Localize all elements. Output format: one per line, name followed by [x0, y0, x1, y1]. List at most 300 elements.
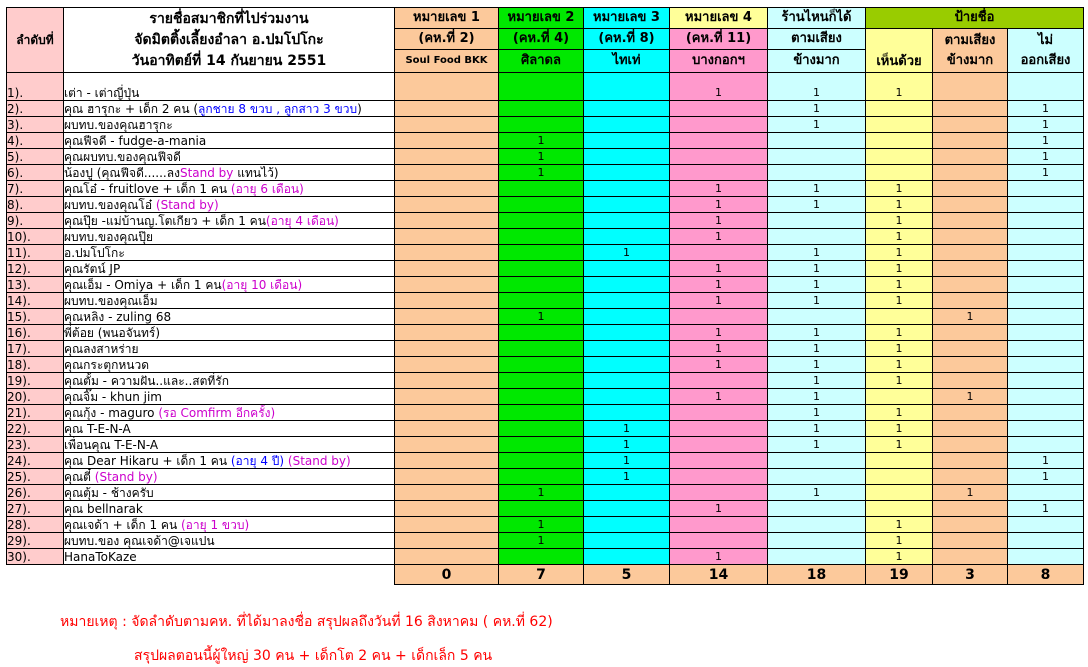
vote-cell-venue1[interactable]: [395, 229, 499, 245]
header-venue4-line3[interactable]: บางกอกฯ: [670, 50, 768, 73]
vote-cell-venue1[interactable]: [395, 101, 499, 117]
vote-cell-venue3[interactable]: [584, 165, 670, 181]
vote-cell-tag-agree[interactable]: 1: [866, 357, 933, 373]
vote-cell-venue1[interactable]: [395, 469, 499, 485]
vote-cell-anywhere[interactable]: [768, 533, 866, 549]
row-number[interactable]: 25).: [7, 469, 64, 485]
vote-cell-tag-abstain[interactable]: [1008, 197, 1084, 213]
row-number[interactable]: 17).: [7, 341, 64, 357]
vote-cell-tag-majority[interactable]: [933, 245, 1008, 261]
header-tag-agree[interactable]: เห็นด้วย: [866, 29, 933, 73]
vote-cell-anywhere[interactable]: [768, 469, 866, 485]
header-venue4-line1[interactable]: หมายเลข 4: [670, 8, 768, 29]
vote-cell-tag-majority[interactable]: [933, 549, 1008, 565]
vote-cell-venue3[interactable]: [584, 213, 670, 229]
vote-cell-venue4[interactable]: [670, 437, 768, 453]
vote-cell-tag-agree[interactable]: 1: [866, 293, 933, 309]
vote-cell-venue2[interactable]: [499, 117, 584, 133]
vote-cell-venue1[interactable]: [395, 421, 499, 437]
vote-cell-tag-abstain[interactable]: [1008, 293, 1084, 309]
vote-cell-tag-majority[interactable]: [933, 437, 1008, 453]
vote-cell-venue3[interactable]: [584, 549, 670, 565]
vote-cell-tag-agree[interactable]: 1: [866, 533, 933, 549]
vote-cell-venue3[interactable]: [584, 133, 670, 149]
vote-cell-venue2[interactable]: [499, 405, 584, 421]
vote-cell-venue3[interactable]: 1: [584, 421, 670, 437]
vote-cell-tag-agree[interactable]: [866, 501, 933, 517]
vote-cell-venue4[interactable]: [670, 469, 768, 485]
vote-cell-tag-agree[interactable]: 1: [866, 229, 933, 245]
vote-cell-venue1[interactable]: [395, 405, 499, 421]
vote-cell-tag-abstain[interactable]: 1: [1008, 501, 1084, 517]
vote-cell-venue2[interactable]: 1: [499, 309, 584, 325]
vote-cell-tag-majority[interactable]: 1: [933, 389, 1008, 405]
vote-cell-venue2[interactable]: [499, 261, 584, 277]
vote-cell-venue3[interactable]: [584, 73, 670, 101]
row-number[interactable]: 19).: [7, 373, 64, 389]
vote-cell-venue4[interactable]: 1: [670, 73, 768, 101]
vote-cell-tag-majority[interactable]: [933, 261, 1008, 277]
vote-cell-tag-agree[interactable]: [866, 389, 933, 405]
vote-cell-venue4[interactable]: [670, 245, 768, 261]
vote-cell-venue1[interactable]: [395, 389, 499, 405]
vote-cell-venue4[interactable]: [670, 533, 768, 549]
vote-cell-anywhere[interactable]: 1: [768, 293, 866, 309]
member-name[interactable]: [64, 181, 395, 197]
member-name[interactable]: [64, 405, 395, 421]
vote-cell-venue1[interactable]: [395, 213, 499, 229]
vote-cell-venue2[interactable]: [499, 181, 584, 197]
vote-cell-tag-agree[interactable]: [866, 485, 933, 501]
total-venue2[interactable]: 7: [499, 565, 584, 585]
vote-cell-venue2[interactable]: 1: [499, 133, 584, 149]
vote-cell-venue4[interactable]: [670, 373, 768, 389]
vote-cell-tag-majority[interactable]: [933, 117, 1008, 133]
vote-cell-venue1[interactable]: [395, 165, 499, 181]
member-name[interactable]: [64, 341, 395, 357]
vote-cell-tag-agree[interactable]: 1: [866, 549, 933, 565]
vote-cell-tag-majority[interactable]: [933, 277, 1008, 293]
vote-cell-anywhere[interactable]: 1: [768, 181, 866, 197]
vote-cell-venue3[interactable]: 1: [584, 453, 670, 469]
row-number[interactable]: 5).: [7, 149, 64, 165]
vote-cell-venue4[interactable]: 1: [670, 389, 768, 405]
vote-cell-tag-agree[interactable]: 1: [866, 341, 933, 357]
header-venue3-line1[interactable]: หมายเลข 3: [584, 8, 670, 29]
vote-cell-venue3[interactable]: 1: [584, 469, 670, 485]
row-number[interactable]: 2).: [7, 101, 64, 117]
vote-cell-venue4[interactable]: [670, 165, 768, 181]
member-name[interactable]: [64, 437, 395, 453]
vote-cell-venue4[interactable]: 1: [670, 213, 768, 229]
vote-cell-anywhere[interactable]: [768, 165, 866, 181]
row-number[interactable]: 10).: [7, 229, 64, 245]
vote-cell-venue1[interactable]: [395, 73, 499, 101]
vote-cell-tag-abstain[interactable]: [1008, 341, 1084, 357]
member-name[interactable]: [64, 133, 395, 149]
vote-cell-tag-majority[interactable]: [933, 197, 1008, 213]
vote-cell-venue1[interactable]: [395, 325, 499, 341]
vote-cell-venue2[interactable]: [499, 469, 584, 485]
vote-cell-venue1[interactable]: [395, 261, 499, 277]
vote-cell-venue1[interactable]: [395, 373, 499, 389]
vote-cell-tag-majority[interactable]: [933, 325, 1008, 341]
vote-cell-venue1[interactable]: [395, 309, 499, 325]
vote-cell-venue3[interactable]: 1: [584, 437, 670, 453]
vote-cell-anywhere[interactable]: [768, 309, 866, 325]
vote-cell-venue2[interactable]: [499, 293, 584, 309]
vote-cell-tag-agree[interactable]: 1: [866, 421, 933, 437]
vote-cell-tag-abstain[interactable]: [1008, 229, 1084, 245]
vote-cell-tag-abstain[interactable]: [1008, 421, 1084, 437]
vote-cell-venue2[interactable]: [499, 197, 584, 213]
vote-cell-venue2[interactable]: 1: [499, 165, 584, 181]
vote-cell-tag-agree[interactable]: [866, 453, 933, 469]
member-name[interactable]: [64, 325, 395, 341]
member-name[interactable]: [64, 533, 395, 549]
vote-cell-venue2[interactable]: [499, 229, 584, 245]
vote-cell-venue1[interactable]: [395, 341, 499, 357]
vote-cell-venue3[interactable]: [584, 277, 670, 293]
vote-cell-anywhere[interactable]: 1: [768, 73, 866, 101]
vote-cell-anywhere[interactable]: [768, 229, 866, 245]
vote-cell-venue2[interactable]: [499, 453, 584, 469]
vote-cell-tag-agree[interactable]: 1: [866, 213, 933, 229]
vote-cell-tag-agree[interactable]: 1: [866, 181, 933, 197]
header-order[interactable]: ลำดับที่: [7, 8, 64, 73]
vote-cell-tag-agree[interactable]: 1: [866, 325, 933, 341]
vote-cell-anywhere[interactable]: 1: [768, 325, 866, 341]
row-number[interactable]: 4).: [7, 133, 64, 149]
header-tag-majority[interactable]: [933, 29, 1008, 73]
vote-cell-tag-agree[interactable]: [866, 117, 933, 133]
row-number[interactable]: 26).: [7, 485, 64, 501]
member-name[interactable]: [64, 149, 395, 165]
vote-cell-anywhere[interactable]: 1: [768, 357, 866, 373]
vote-cell-venue3[interactable]: [584, 293, 670, 309]
vote-cell-anywhere[interactable]: 1: [768, 277, 866, 293]
vote-cell-tag-agree[interactable]: 1: [866, 73, 933, 101]
vote-cell-venue2[interactable]: 1: [499, 517, 584, 533]
vote-cell-anywhere[interactable]: 1: [768, 421, 866, 437]
vote-cell-tag-abstain[interactable]: [1008, 73, 1084, 101]
vote-cell-tag-abstain[interactable]: [1008, 549, 1084, 565]
member-name[interactable]: [64, 245, 395, 261]
row-number[interactable]: 11).: [7, 245, 64, 261]
total-venue4[interactable]: 14: [670, 565, 768, 585]
vote-cell-venue3[interactable]: [584, 517, 670, 533]
row-number[interactable]: 30).: [7, 549, 64, 565]
vote-cell-venue3[interactable]: [584, 261, 670, 277]
vote-cell-tag-agree[interactable]: [866, 149, 933, 165]
vote-cell-tag-agree[interactable]: [866, 101, 933, 117]
vote-cell-venue1[interactable]: [395, 549, 499, 565]
vote-cell-tag-majority[interactable]: [933, 357, 1008, 373]
vote-cell-venue4[interactable]: [670, 309, 768, 325]
vote-cell-venue2[interactable]: [499, 341, 584, 357]
vote-cell-tag-majority[interactable]: [933, 421, 1008, 437]
row-number[interactable]: 16).: [7, 325, 64, 341]
vote-cell-venue4[interactable]: 1: [670, 229, 768, 245]
vote-cell-anywhere[interactable]: 1: [768, 261, 866, 277]
vote-cell-anywhere[interactable]: 1: [768, 117, 866, 133]
vote-cell-tag-agree[interactable]: 1: [866, 245, 933, 261]
member-name[interactable]: [64, 357, 395, 373]
vote-cell-venue1[interactable]: [395, 517, 499, 533]
vote-cell-tag-agree[interactable]: 1: [866, 261, 933, 277]
row-number[interactable]: 24).: [7, 453, 64, 469]
vote-cell-tag-majority[interactable]: [933, 133, 1008, 149]
vote-cell-tag-majority[interactable]: [933, 469, 1008, 485]
vote-cell-tag-abstain[interactable]: [1008, 437, 1084, 453]
vote-cell-venue4[interactable]: [670, 405, 768, 421]
vote-cell-tag-majority[interactable]: [933, 293, 1008, 309]
row-number[interactable]: 14).: [7, 293, 64, 309]
vote-cell-anywhere[interactable]: [768, 549, 866, 565]
vote-cell-tag-abstain[interactable]: 1: [1008, 469, 1084, 485]
vote-cell-tag-agree[interactable]: [866, 469, 933, 485]
total-anywhere[interactable]: 18: [768, 565, 866, 585]
vote-cell-venue4[interactable]: 1: [670, 261, 768, 277]
vote-cell-tag-majority[interactable]: [933, 373, 1008, 389]
vote-cell-venue3[interactable]: [584, 325, 670, 341]
vote-cell-anywhere[interactable]: 1: [768, 373, 866, 389]
vote-cell-tag-abstain[interactable]: 1: [1008, 453, 1084, 469]
vote-cell-tag-agree[interactable]: 1: [866, 405, 933, 421]
vote-cell-tag-agree[interactable]: 1: [866, 517, 933, 533]
total-tag-abstain[interactable]: 8: [1008, 565, 1084, 585]
header-title[interactable]: [64, 8, 395, 73]
vote-cell-tag-majority[interactable]: [933, 341, 1008, 357]
vote-cell-tag-abstain[interactable]: 1: [1008, 101, 1084, 117]
header-venue3-line3[interactable]: ไทเท่: [584, 50, 670, 73]
vote-cell-venue3[interactable]: [584, 501, 670, 517]
member-name[interactable]: [64, 549, 395, 565]
vote-cell-venue2[interactable]: [499, 101, 584, 117]
vote-cell-tag-abstain[interactable]: [1008, 213, 1084, 229]
vote-cell-tag-agree[interactable]: 1: [866, 373, 933, 389]
vote-cell-anywhere[interactable]: 1: [768, 405, 866, 421]
member-name[interactable]: [64, 389, 395, 405]
vote-cell-tag-majority[interactable]: [933, 453, 1008, 469]
vote-cell-tag-abstain[interactable]: 1: [1008, 133, 1084, 149]
vote-cell-venue4[interactable]: 1: [670, 181, 768, 197]
row-number[interactable]: 29).: [7, 533, 64, 549]
vote-cell-tag-agree[interactable]: [866, 133, 933, 149]
vote-cell-tag-majority[interactable]: [933, 149, 1008, 165]
vote-cell-tag-abstain[interactable]: [1008, 357, 1084, 373]
vote-cell-venue1[interactable]: [395, 437, 499, 453]
vote-cell-venue4[interactable]: 1: [670, 293, 768, 309]
row-number[interactable]: 28).: [7, 517, 64, 533]
vote-cell-venue3[interactable]: [584, 389, 670, 405]
vote-cell-venue4[interactable]: [670, 485, 768, 501]
vote-cell-venue2[interactable]: [499, 325, 584, 341]
vote-cell-venue2[interactable]: [499, 73, 584, 101]
member-name[interactable]: [64, 261, 395, 277]
vote-cell-venue3[interactable]: [584, 357, 670, 373]
header-venue2-line1[interactable]: หมายเลข 2: [499, 8, 584, 29]
vote-cell-venue1[interactable]: [395, 277, 499, 293]
total-venue3[interactable]: 5: [584, 565, 670, 585]
vote-cell-venue3[interactable]: [584, 149, 670, 165]
vote-cell-venue4[interactable]: [670, 149, 768, 165]
vote-cell-venue2[interactable]: [499, 389, 584, 405]
vote-cell-venue3[interactable]: 1: [584, 245, 670, 261]
vote-cell-venue1[interactable]: [395, 501, 499, 517]
vote-cell-venue3[interactable]: [584, 101, 670, 117]
row-number[interactable]: 7).: [7, 181, 64, 197]
row-number[interactable]: 27).: [7, 501, 64, 517]
vote-cell-tag-abstain[interactable]: 1: [1008, 165, 1084, 181]
row-number[interactable]: 21).: [7, 405, 64, 421]
vote-cell-tag-abstain[interactable]: [1008, 277, 1084, 293]
member-name[interactable]: [64, 73, 395, 101]
vote-cell-venue4[interactable]: 1: [670, 501, 768, 517]
vote-cell-venue2[interactable]: [499, 245, 584, 261]
vote-cell-tag-majority[interactable]: [933, 213, 1008, 229]
vote-cell-venue4[interactable]: [670, 133, 768, 149]
vote-cell-venue2[interactable]: 1: [499, 485, 584, 501]
vote-cell-tag-majority[interactable]: [933, 533, 1008, 549]
vote-cell-tag-abstain[interactable]: [1008, 485, 1084, 501]
vote-cell-venue1[interactable]: [395, 149, 499, 165]
vote-cell-anywhere[interactable]: [768, 501, 866, 517]
vote-cell-tag-majority[interactable]: [933, 165, 1008, 181]
header-venue3-line2[interactable]: (คห.ที่ 8): [584, 29, 670, 50]
vote-cell-venue2[interactable]: [499, 277, 584, 293]
vote-cell-venue2[interactable]: [499, 501, 584, 517]
row-number[interactable]: 20).: [7, 389, 64, 405]
vote-cell-anywhere[interactable]: 1: [768, 437, 866, 453]
row-number[interactable]: 15).: [7, 309, 64, 325]
vote-cell-venue3[interactable]: [584, 197, 670, 213]
vote-cell-tag-abstain[interactable]: [1008, 181, 1084, 197]
vote-cell-anywhere[interactable]: 1: [768, 245, 866, 261]
member-name[interactable]: [64, 165, 395, 181]
vote-cell-venue2[interactable]: 1: [499, 149, 584, 165]
member-name[interactable]: [64, 469, 395, 485]
vote-cell-anywhere[interactable]: 1: [768, 197, 866, 213]
vote-cell-venue4[interactable]: 1: [670, 325, 768, 341]
member-name[interactable]: [64, 517, 395, 533]
vote-cell-tag-majority[interactable]: [933, 229, 1008, 245]
vote-cell-venue3[interactable]: [584, 533, 670, 549]
vote-cell-tag-agree[interactable]: [866, 309, 933, 325]
total-tag-agree[interactable]: 19: [866, 565, 933, 585]
vote-cell-tag-abstain[interactable]: [1008, 533, 1084, 549]
vote-cell-anywhere[interactable]: 1: [768, 341, 866, 357]
vote-cell-venue2[interactable]: [499, 437, 584, 453]
vote-cell-venue2[interactable]: [499, 421, 584, 437]
row-number[interactable]: 22).: [7, 421, 64, 437]
vote-cell-venue3[interactable]: [584, 309, 670, 325]
vote-cell-tag-majority[interactable]: 1: [933, 309, 1008, 325]
vote-cell-venue1[interactable]: [395, 533, 499, 549]
vote-cell-tag-majority[interactable]: [933, 405, 1008, 421]
vote-cell-venue2[interactable]: [499, 373, 584, 389]
vote-cell-tag-agree[interactable]: 1: [866, 437, 933, 453]
row-number[interactable]: 23).: [7, 437, 64, 453]
vote-cell-venue3[interactable]: [584, 341, 670, 357]
vote-cell-venue1[interactable]: [395, 117, 499, 133]
header-anywhere-line3[interactable]: ข้างมาก: [768, 50, 866, 73]
header-nametag[interactable]: ป้ายชื่อ: [866, 8, 1084, 29]
vote-cell-anywhere[interactable]: [768, 149, 866, 165]
vote-cell-venue1[interactable]: [395, 485, 499, 501]
vote-cell-tag-abstain[interactable]: [1008, 405, 1084, 421]
member-name[interactable]: [64, 485, 395, 501]
vote-cell-tag-abstain[interactable]: [1008, 261, 1084, 277]
member-name[interactable]: [64, 501, 395, 517]
vote-cell-anywhere[interactable]: 1: [768, 389, 866, 405]
member-name[interactable]: [64, 197, 395, 213]
vote-cell-anywhere[interactable]: [768, 517, 866, 533]
vote-cell-venue1[interactable]: [395, 293, 499, 309]
vote-cell-venue1[interactable]: [395, 181, 499, 197]
member-name[interactable]: [64, 453, 395, 469]
vote-cell-venue3[interactable]: [584, 117, 670, 133]
vote-cell-venue4[interactable]: 1: [670, 277, 768, 293]
member-name[interactable]: [64, 293, 395, 309]
vote-cell-tag-abstain[interactable]: [1008, 373, 1084, 389]
vote-cell-venue3[interactable]: [584, 485, 670, 501]
row-number[interactable]: 9).: [7, 213, 64, 229]
vote-cell-tag-majority[interactable]: [933, 101, 1008, 117]
vote-cell-tag-agree[interactable]: [866, 165, 933, 181]
member-name[interactable]: [64, 117, 395, 133]
row-number[interactable]: 3).: [7, 117, 64, 133]
vote-cell-venue4[interactable]: [670, 117, 768, 133]
member-name[interactable]: [64, 421, 395, 437]
header-tag-abstain[interactable]: [1008, 29, 1084, 73]
header-anywhere-line1[interactable]: ร้านไหนก็ได้: [768, 8, 866, 29]
row-number[interactable]: 12).: [7, 261, 64, 277]
total-venue1[interactable]: 0: [395, 565, 499, 585]
header-venue2-line2[interactable]: (คห.ที่ 4): [499, 29, 584, 50]
vote-cell-venue2[interactable]: [499, 357, 584, 373]
vote-cell-tag-majority[interactable]: [933, 181, 1008, 197]
total-tag-majority[interactable]: 3: [933, 565, 1008, 585]
vote-cell-venue4[interactable]: 1: [670, 357, 768, 373]
vote-cell-tag-abstain[interactable]: [1008, 517, 1084, 533]
vote-cell-anywhere[interactable]: 1: [768, 101, 866, 117]
header-venue2-line3[interactable]: ศิลาดล: [499, 50, 584, 73]
row-number[interactable]: 18).: [7, 357, 64, 373]
vote-cell-venue1[interactable]: [395, 133, 499, 149]
vote-cell-venue3[interactable]: [584, 373, 670, 389]
vote-cell-tag-abstain[interactable]: [1008, 245, 1084, 261]
header-venue1-line2[interactable]: (คห.ที่ 2): [395, 29, 499, 50]
member-name[interactable]: [64, 213, 395, 229]
vote-cell-tag-majority[interactable]: [933, 517, 1008, 533]
vote-cell-venue1[interactable]: [395, 357, 499, 373]
vote-cell-anywhere[interactable]: [768, 453, 866, 469]
vote-cell-anywhere[interactable]: [768, 133, 866, 149]
member-name[interactable]: [64, 101, 395, 117]
row-number[interactable]: 6).: [7, 165, 64, 181]
vote-cell-tag-majority[interactable]: [933, 501, 1008, 517]
vote-cell-venue3[interactable]: [584, 405, 670, 421]
vote-cell-venue3[interactable]: [584, 229, 670, 245]
member-name[interactable]: [64, 277, 395, 293]
vote-cell-venue1[interactable]: [395, 453, 499, 469]
vote-cell-tag-abstain[interactable]: [1008, 325, 1084, 341]
member-name[interactable]: [64, 229, 395, 245]
vote-cell-tag-majority[interactable]: [933, 73, 1008, 101]
row-number[interactable]: 13).: [7, 277, 64, 293]
row-number[interactable]: 8).: [7, 197, 64, 213]
